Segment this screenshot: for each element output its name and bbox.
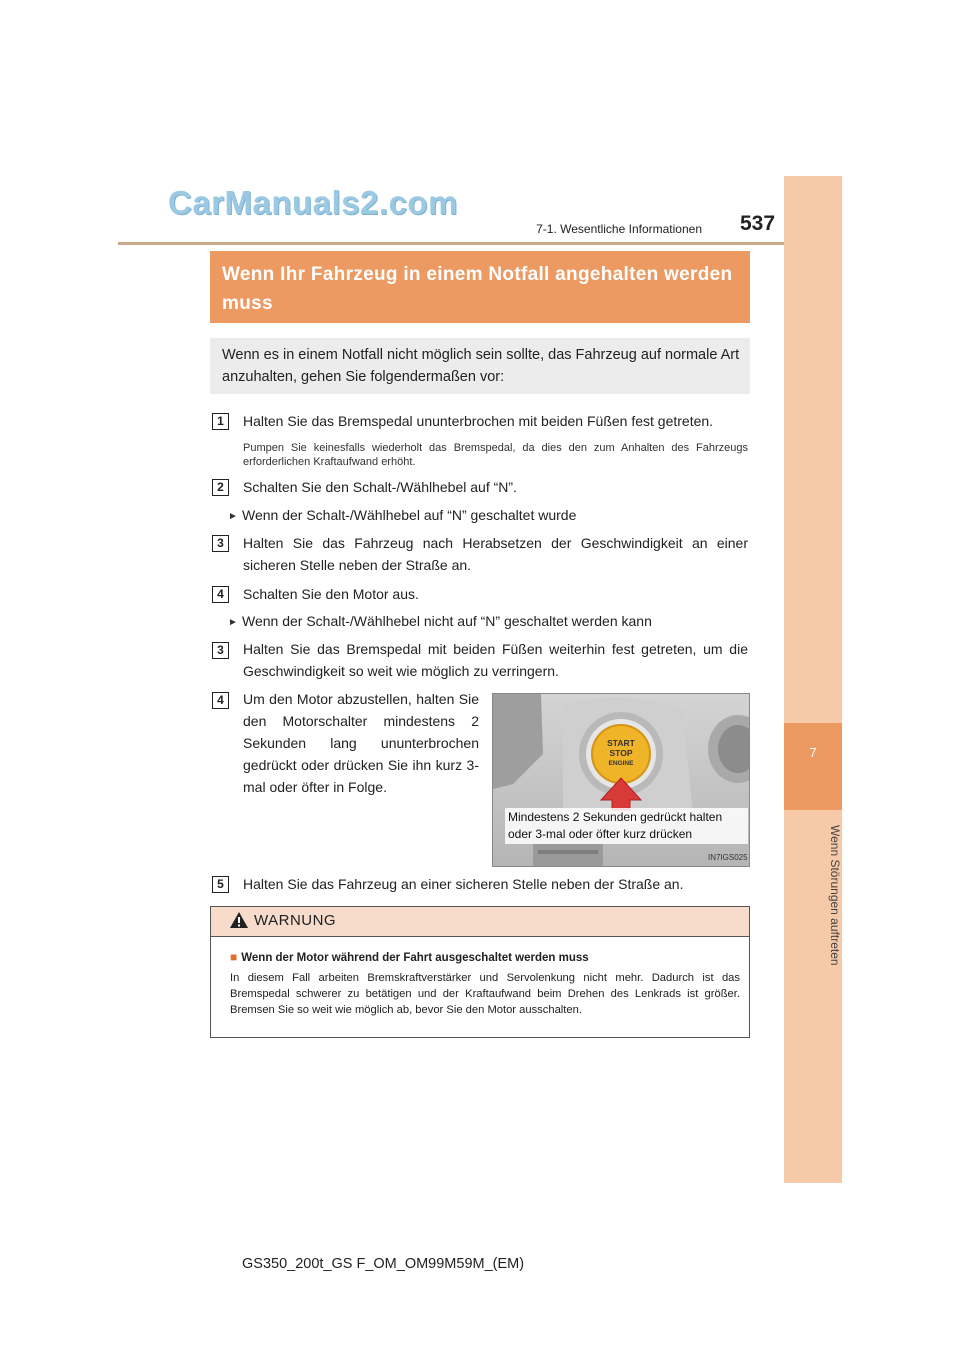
- watermark-logo: CarManuals2.com: [168, 184, 458, 221]
- warning-item-title: [230, 950, 589, 964]
- triangle-right-icon: ►: [228, 617, 238, 628]
- warning-body: In diesem Fall arbeiten Bremskraftverstärker und Servolenkung nicht mehr. Dadurch ist das Bremspedal schwerer zu betätigen und der Kraftaufwand beim Drehen des Lenkrads ist größer. Bremsen Sie so weit wie möglich ab, bevor Sie den Motor ausschalten.: [230, 972, 740, 1016]
- step-number: 3: [212, 642, 229, 659]
- subheading: [228, 505, 576, 527]
- title-banner: [210, 251, 750, 323]
- warning-item-title-text: Wenn der Motor während der Fahrt ausgeschaltet werden muss: [241, 952, 589, 964]
- triangle-right-icon: ►: [228, 511, 238, 522]
- chapter-number: 7: [809, 745, 817, 760]
- step-note: Pumpen Sie keinesfalls wiederholt das Bremspedal, da dies den zum Anhalten des Fahrzeugs erforderlichen Kraftaufwand erhöht.: [243, 442, 748, 468]
- step-number: 3: [212, 535, 229, 552]
- step-text: Halten Sie das Bremspedal ununterbrochen mit beiden Füßen fest getreten.: [243, 413, 714, 429]
- figure-caption: Mindestens 2 Sekunden gedrückt halten oder 3-mal oder öfter kurz drücken: [505, 808, 748, 844]
- intro-text: Wenn es in einem Notfall nicht möglich sein sollte, das Fahrzeug auf normale Art anzuhalten, gehen Sie folgendermaßen vor:: [222, 347, 740, 385]
- step-number: 1: [212, 413, 229, 430]
- section-label: 7-1. Wesentliche Informationen: [536, 222, 702, 236]
- chapter-side-strip: [784, 176, 842, 1183]
- warning-triangle-icon: [229, 911, 249, 929]
- chapter-title: Wenn Störungen auftreten: [828, 824, 842, 966]
- header-divider: [118, 242, 784, 245]
- start-label: START: [607, 738, 635, 748]
- subheading-text: Wenn der Schalt-/Wählhebel auf “N” geschaltet wurde: [242, 507, 577, 523]
- step-text: Halten Sie das Fahrzeug nach Herabsetzen der Geschwindigkeit an einer sicheren Stelle neben der Straße an.: [243, 535, 748, 573]
- step-number: 4: [212, 692, 229, 709]
- stop-label: STOP: [609, 748, 633, 758]
- step-text: Schalten Sie den Schalt-/Wählhebel auf “N”.: [243, 479, 517, 495]
- figure-code: IN7IGS025: [708, 853, 748, 862]
- step-text: Schalten Sie den Motor aus.: [243, 586, 419, 602]
- intro-box: [210, 338, 750, 394]
- step-number: 5: [212, 876, 229, 893]
- document-footer: GS350_200t_GS F_OM_OM99M59M_(EM): [242, 1256, 525, 1272]
- subheading-text: Wenn der Schalt-/Wählhebel nicht auf “N” geschaltet werden kann: [242, 613, 652, 629]
- step-number: 2: [212, 479, 229, 496]
- engine-label: ENGINE: [608, 760, 634, 767]
- subheading: [228, 611, 652, 633]
- step-text: Halten Sie das Bremspedal mit beiden Füßen weiterhin fest getreten, um die Geschwindigkeit so weit wie möglich zu verringern.: [243, 641, 748, 679]
- step-text: Halten Sie das Fahrzeug an einer sicheren Stelle neben der Straße an.: [243, 876, 684, 892]
- square-bullet-icon: ■: [230, 950, 238, 964]
- page-number: 537: [740, 212, 776, 235]
- step-text: Um den Motor abzustellen, halten Sie den Motorschalter mindestens 2 Sekunden lang ununterbrochen gedrückt oder drücken Sie ihn kurz 3-mal oder öfter in Folge.: [243, 691, 479, 795]
- step-number: 4: [212, 586, 229, 603]
- page-title: Wenn Ihr Fahrzeug in einem Notfall angehalten werden muss: [222, 264, 733, 314]
- warning-title: WARNUNG: [254, 912, 337, 929]
- chapter-tab[interactable]: [784, 723, 842, 810]
